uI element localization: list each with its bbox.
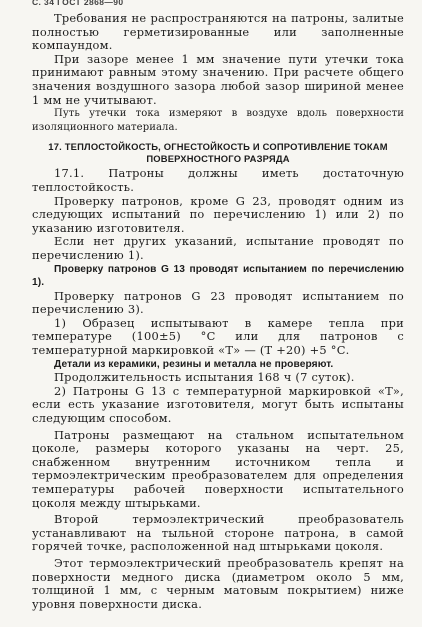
paragraph-test-setup: Патроны размещают на стальном испытательном цоколе, размеры которого указаны на черт. 25, снабженном внутренним источником тепла и термоэлектрическим преобразователем для определения температуры рабочей поверхности испытательного цоколя между штырьками.	[32, 427, 404, 510]
document-body	[32, 12, 404, 611]
paragraph-default-test: Если нет других указаний, испытание проводят по перечислению 1).	[32, 234, 404, 262]
paragraph-test-1: 1) Образец испытывают в камере тепла при температуре (100±5) °С или для патронов с температурной маркировкой «Т» — (Т +20) +5 °С.	[32, 315, 404, 358]
paragraph-creepage-measurement: Путь утечки тока измеряют в воздухе вдоль поверхности изоляционного материала.	[32, 108, 404, 133]
paragraph-17-1: 17.1. Патроны должны иметь достаточную теплостойкость.	[32, 166, 404, 194]
page-header: С. 34 ГОСТ 2868—90	[32, 0, 124, 7]
paragraph-test-2: 2) Патроны G 13 с температурной маркировкой «Т», если есть указание изготовителя, могут быть испытаны следующим способом.	[32, 383, 404, 426]
paragraph-requirements-exception: Требования не распространяются на патроны, залитые полностью герметизированные или заполненные компаундом.	[32, 11, 404, 53]
paragraph-excluded-parts: Детали из керамики, резины и металла не проверяют.	[54, 358, 334, 370]
section-heading: 17. ТЕПЛОСТОЙКОСТЬ, ОГНЕСТОЙКОСТЬ И СОПРОТИВЛЕНИЕ ТОКАМ ПОВЕРХНОСТНОГО РАЗРЯДА	[48, 141, 388, 164]
paragraph-gap-rule: При зазоре менее 1 мм значение пути утечки тока принимают равным этому значению. При расчете общего значения воздушного зазора любой зазор шириной менее 1 мм не учитывают.	[32, 51, 404, 107]
paragraph-g23-test: Проверку патронов G 23 проводят испытанием по перечислению 3).	[32, 288, 404, 317]
paragraph-g13-test: Проверку патронов G 13 проводят испытанием по перечислению 1).	[32, 263, 404, 289]
paragraph-test-selection: Проверку патронов, кроме G 23, проводят одним из следующих испытаний по перечислению 1) или 2) по указанию изготовителя.	[32, 193, 404, 235]
paragraph-second-sensor: Второй термоэлектрический преобразователь устанавливают на тыльной стороне патрона, в самой горячей точке, расположенной над штырьками цоколя.	[32, 512, 404, 554]
paragraph-sensor-mounting: Этот термоэлектрический преобразователь крепят на поверхности медного диска (диаметром около 5 мм, толщиной 1 мм, с черным матовым покрытием) ниже уровня поверхности диска.	[32, 555, 404, 611]
paragraph-duration: Продолжительность испытания 168 ч (7 суток).	[54, 370, 355, 385]
